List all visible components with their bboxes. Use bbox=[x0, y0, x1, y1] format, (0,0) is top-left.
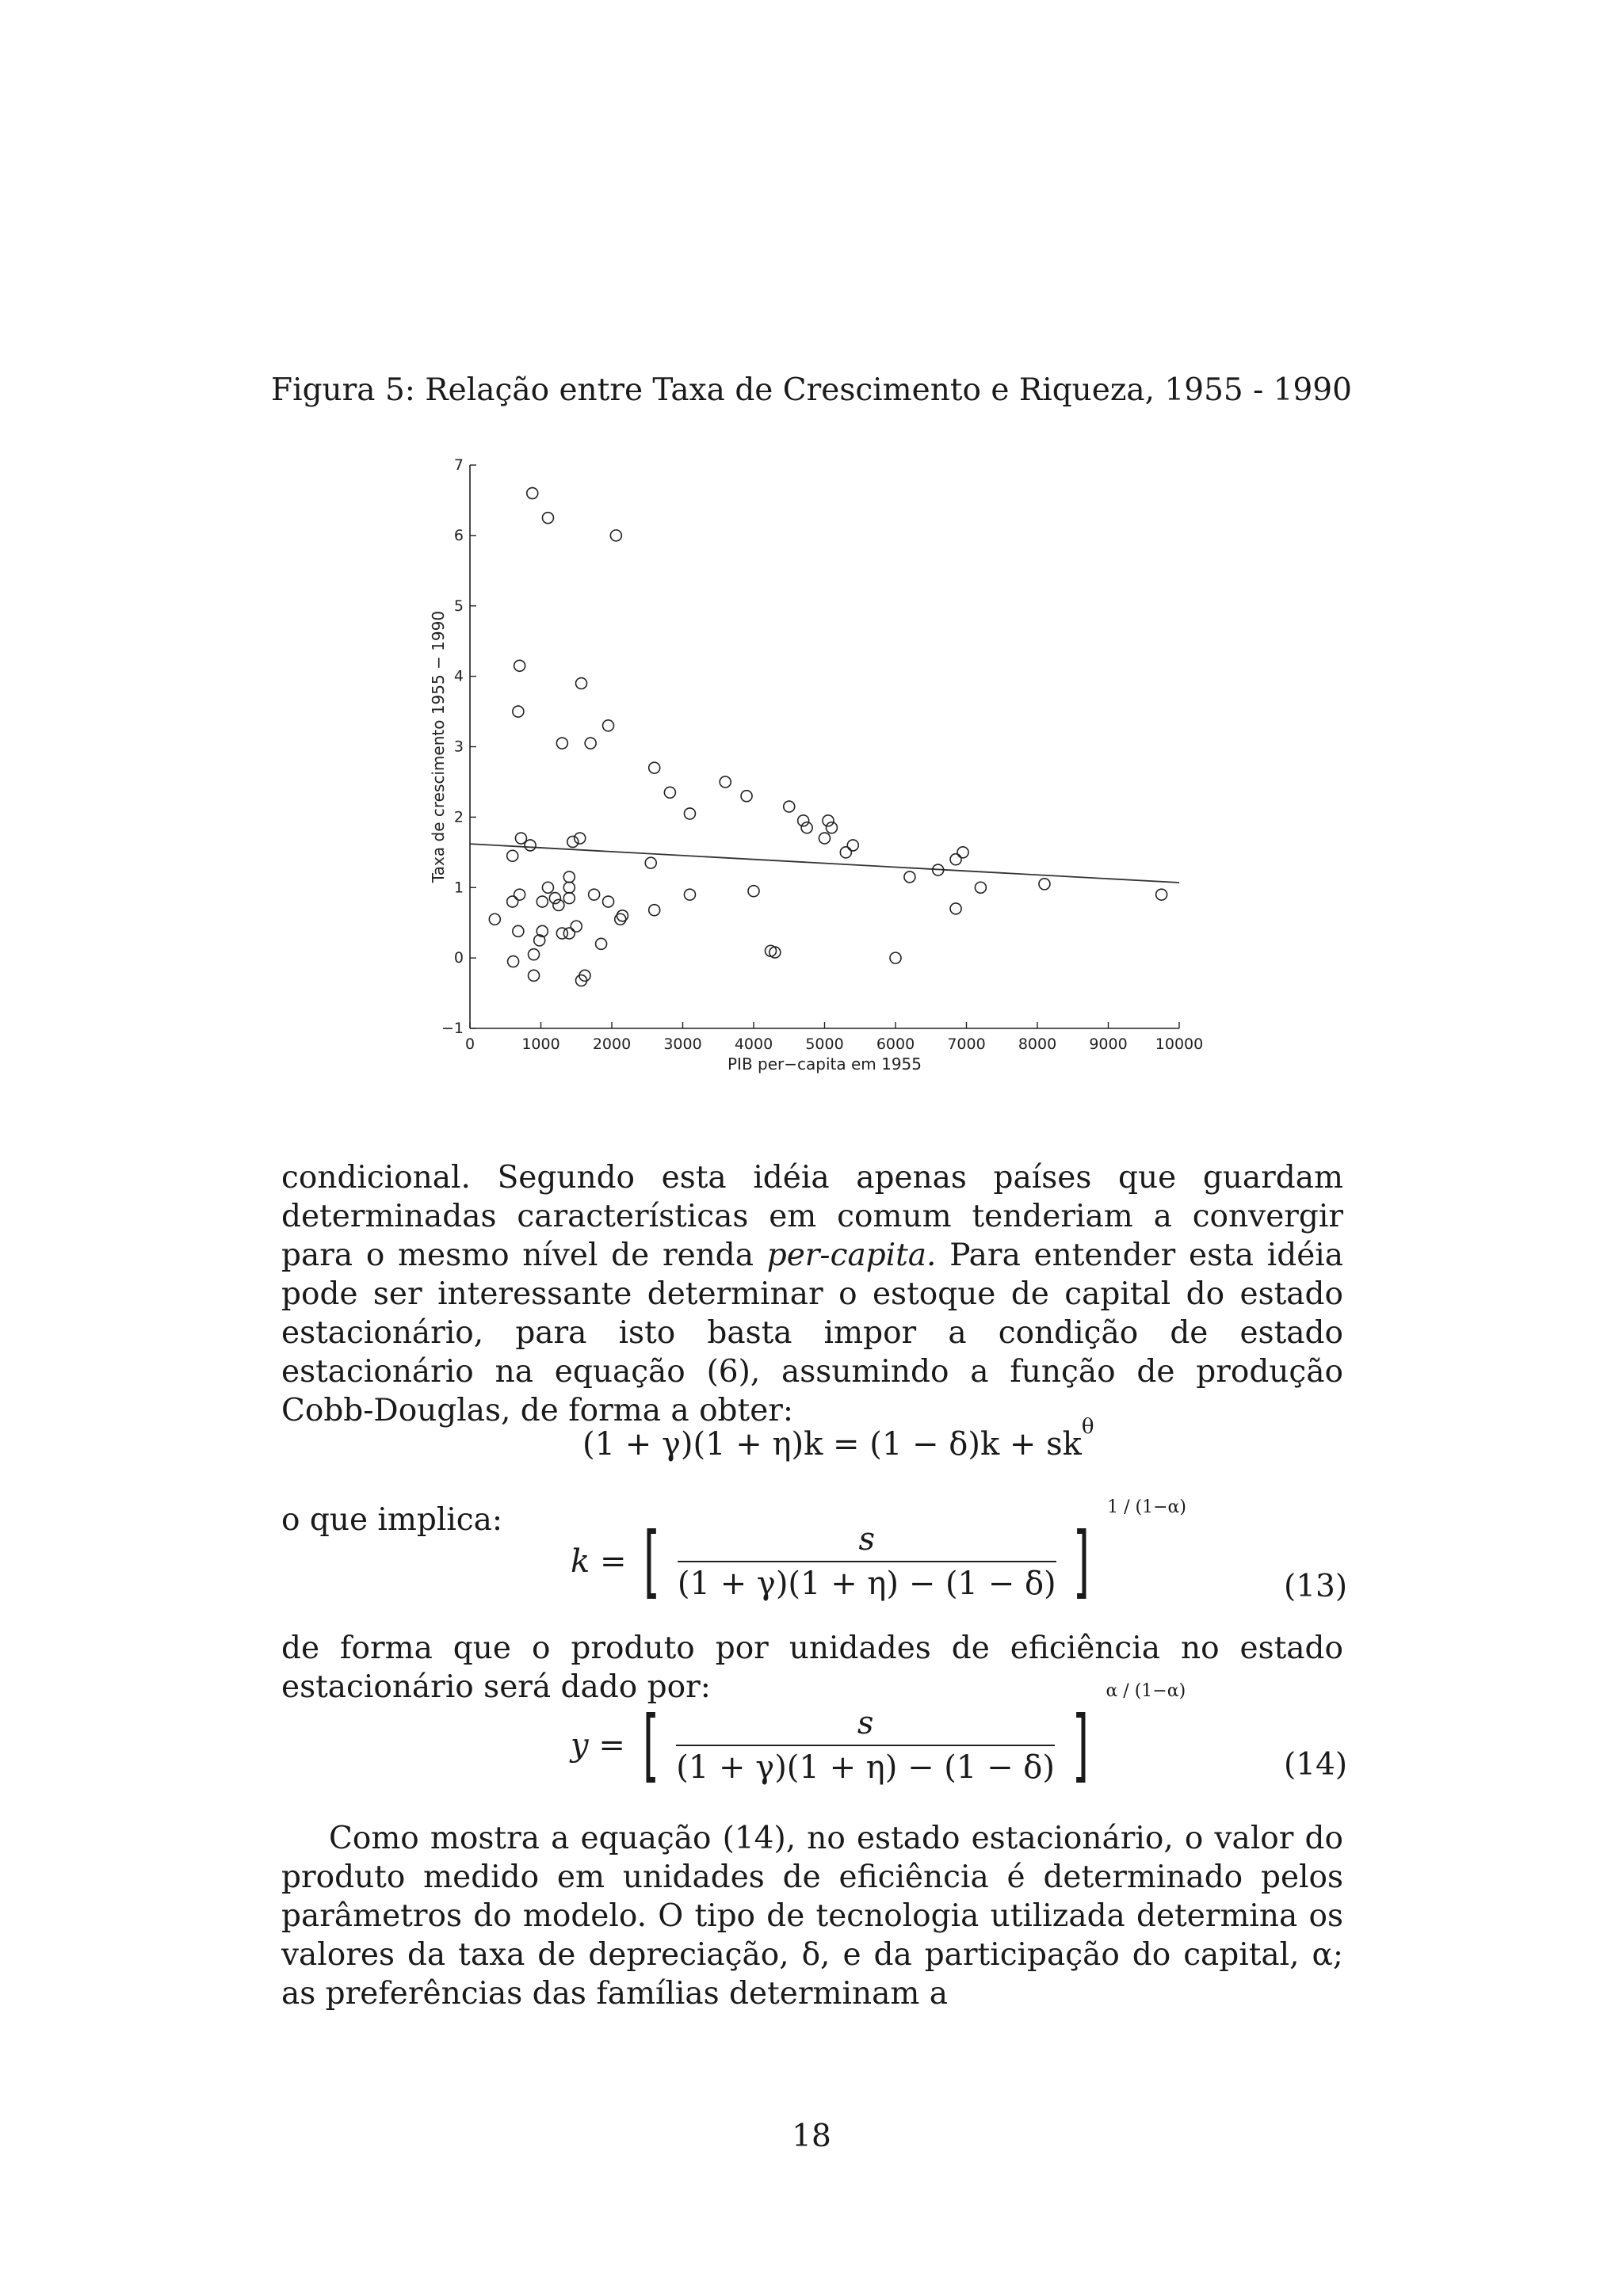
paragraph-1-text-a: condicional. Segundo esta idéia apenas países que guardam determinadas características em comum tenderiam a convergir para o mesmo nível de renda bbox=[281, 1160, 1343, 1273]
equation-14-denominator: (1 + γ)(1 + η) − (1 − δ) bbox=[676, 1749, 1055, 1786]
data-point bbox=[567, 836, 579, 847]
y-tick-label: 4 bbox=[453, 667, 464, 685]
data-point bbox=[720, 776, 731, 788]
data-point bbox=[549, 893, 560, 904]
data-point bbox=[527, 488, 538, 499]
data-point bbox=[784, 801, 795, 812]
data-point bbox=[823, 815, 834, 826]
x-tick-label: 6000 bbox=[876, 1035, 915, 1053]
data-point bbox=[507, 850, 518, 861]
data-point bbox=[684, 808, 695, 819]
data-point bbox=[840, 847, 851, 858]
plot-area bbox=[429, 456, 1203, 1074]
data-point bbox=[615, 913, 626, 925]
y-tick-label: 6 bbox=[453, 526, 464, 544]
data-point bbox=[798, 815, 809, 826]
equation-13-fraction bbox=[678, 1521, 1056, 1602]
equation-13-denominator: (1 + γ)(1 + η) − (1 − δ) bbox=[677, 1566, 1056, 1602]
equation-steady-state bbox=[582, 1415, 1094, 1463]
left-bracket-icon: [ bbox=[643, 1515, 661, 1608]
data-point bbox=[589, 889, 600, 900]
equation-13-lhs: k = bbox=[571, 1543, 627, 1580]
data-point bbox=[507, 896, 518, 907]
equation-14-exponent: α / (1−α) bbox=[1106, 1681, 1186, 1701]
x-tick-label: 9000 bbox=[1089, 1035, 1128, 1053]
data-point bbox=[603, 720, 614, 731]
y-tick-label: 7 bbox=[453, 456, 464, 474]
paragraph-3: Como mostra a equação (14), no estado estacionário, o valor do produto medido em unidades de eficiência é determinado pelos parâmetros do modelo. O tipo de tecnologia utilizada determina os valores da taxa de depreciação, δ, e da participação do capital, α; as preferências das famílias determinam a bbox=[281, 1821, 1343, 2012]
y-tick-label: 1 bbox=[453, 879, 464, 897]
y-axis-label: Taxa de crescimento 1955 − 1990 bbox=[429, 610, 448, 883]
data-point bbox=[575, 833, 586, 844]
equation-14-numerator: s bbox=[676, 1705, 1055, 1746]
data-point bbox=[563, 928, 575, 939]
data-point bbox=[741, 791, 752, 802]
data-point bbox=[819, 833, 831, 844]
y-tick-label: 2 bbox=[453, 808, 464, 826]
x-tick-label: 3000 bbox=[663, 1035, 702, 1053]
data-point bbox=[537, 896, 548, 907]
data-point bbox=[950, 854, 961, 865]
data-point bbox=[515, 833, 526, 844]
data-point bbox=[847, 840, 858, 851]
paragraph-1 bbox=[281, 1158, 1343, 1430]
x-tick-label: 5000 bbox=[805, 1035, 844, 1053]
right-bracket-icon: ] bbox=[1071, 1699, 1089, 1791]
x-tick-label: 7000 bbox=[947, 1035, 986, 1053]
y-tick-label: 5 bbox=[453, 597, 464, 615]
data-point bbox=[890, 952, 901, 963]
y-tick-label: 3 bbox=[453, 738, 464, 756]
x-tick-label: 4000 bbox=[734, 1035, 773, 1053]
data-point bbox=[571, 921, 582, 932]
equation-13-number: (13) bbox=[1284, 1569, 1348, 1604]
data-point bbox=[1039, 879, 1050, 890]
equation-14-fraction bbox=[676, 1705, 1055, 1786]
data-point bbox=[513, 925, 524, 936]
x-axis-label: PIB per−capita em 1955 bbox=[727, 1055, 922, 1074]
data-point bbox=[649, 762, 660, 773]
y-tick-label: 0 bbox=[453, 949, 464, 967]
figure-caption: Figura 5: Relação entre Taxa de Crescimento e Riqueza, 1955 - 1990 bbox=[271, 372, 1352, 408]
x-tick-label: 10000 bbox=[1155, 1035, 1204, 1053]
equation-13-exponent: 1 / (1−α) bbox=[1107, 1497, 1186, 1517]
right-bracket-icon: ] bbox=[1073, 1515, 1090, 1608]
x-tick-label: 1000 bbox=[521, 1035, 560, 1053]
data-point bbox=[514, 660, 525, 671]
scatter-chart bbox=[0, 0, 1623, 1109]
data-point bbox=[950, 903, 961, 914]
page-number: 18 bbox=[792, 2119, 831, 2154]
data-point bbox=[576, 678, 587, 689]
paragraph-1-italic: per-capita. bbox=[766, 1238, 937, 1273]
equation-steady-state-exp: θ bbox=[1081, 1415, 1094, 1439]
data-point bbox=[563, 871, 575, 883]
regression-line bbox=[470, 844, 1179, 883]
equation-14-number: (14) bbox=[1284, 1747, 1348, 1783]
y-tick-label: −1 bbox=[441, 1020, 464, 1037]
x-tick-label: 8000 bbox=[1018, 1035, 1057, 1053]
data-point bbox=[664, 787, 675, 798]
data-point bbox=[513, 706, 524, 717]
lead-text-implies: o que implica: bbox=[281, 1502, 503, 1538]
equation-13-numerator: s bbox=[678, 1521, 1056, 1562]
data-point bbox=[610, 530, 621, 541]
data-point bbox=[801, 822, 812, 833]
data-point bbox=[1156, 889, 1167, 900]
left-bracket-icon: [ bbox=[642, 1699, 659, 1791]
data-point bbox=[649, 905, 660, 916]
paragraph-2: de forma que o produto por unidades de eficiência no estado estacionário será dado por: bbox=[281, 1630, 1343, 1705]
data-point bbox=[585, 738, 596, 749]
data-point bbox=[826, 822, 837, 833]
data-point bbox=[596, 938, 607, 949]
data-point bbox=[529, 949, 540, 960]
data-point bbox=[975, 882, 986, 893]
data-point bbox=[603, 896, 614, 907]
x-tick-label: 2000 bbox=[592, 1035, 632, 1053]
data-point bbox=[514, 889, 525, 900]
data-point bbox=[645, 857, 656, 868]
x-tick-label: 0 bbox=[464, 1035, 475, 1053]
data-point bbox=[542, 513, 553, 524]
data-point bbox=[553, 899, 564, 910]
data-point bbox=[563, 893, 575, 904]
data-point bbox=[748, 886, 759, 897]
data-point bbox=[542, 882, 553, 893]
data-point bbox=[489, 913, 500, 925]
data-point bbox=[556, 738, 567, 749]
data-point bbox=[525, 840, 536, 851]
data-point bbox=[904, 871, 915, 883]
data-point bbox=[957, 847, 968, 858]
data-point bbox=[508, 956, 519, 967]
data-point bbox=[684, 889, 695, 900]
equation-14-lhs: y = bbox=[571, 1727, 625, 1764]
paragraph-1-text-b: Para entender esta idéia pode ser interessante determinar o estoque de capital do estado estacionário, para isto basta impor a condição de estado estacionário na equação (6), assumindo a função de produção Cobb-Douglas, de forma a obter: bbox=[281, 1238, 1343, 1428]
equation-steady-state-text: (1 + γ)(1 + η)k = (1 − δ)k + sk bbox=[582, 1426, 1082, 1463]
data-point bbox=[529, 970, 540, 981]
data-point bbox=[563, 882, 575, 893]
